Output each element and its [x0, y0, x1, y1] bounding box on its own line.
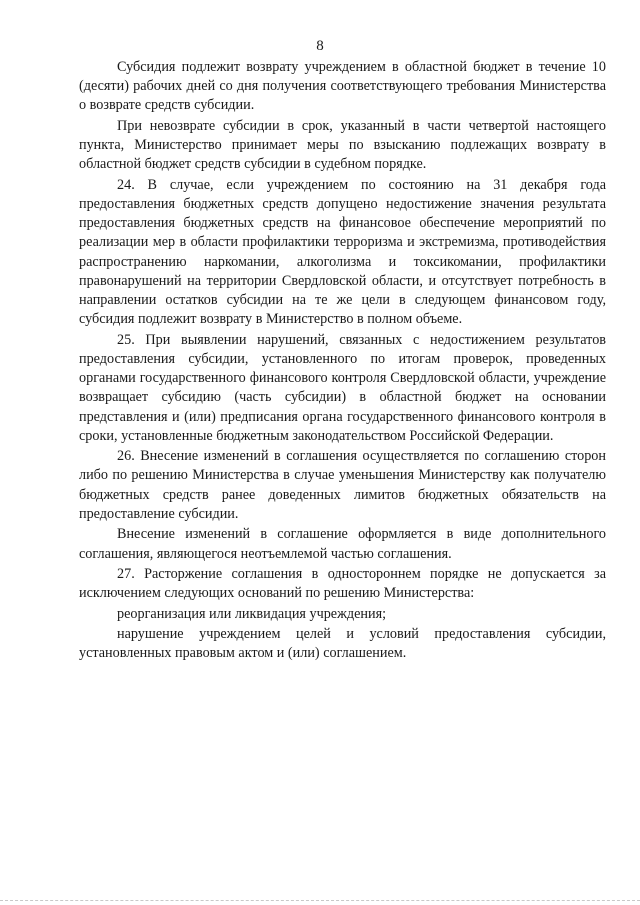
page-bottom-edge	[0, 900, 640, 901]
paragraph-violation: нарушение учреждением целей и условий предоставления субсидии, установленных правовым актом и (или) соглашением.	[79, 626, 606, 662]
paragraph-subsidy-return: Субсидия подлежит возврату учреждением в областной бюджет в течение 10 (десяти) рабочих дней со дня получения соответствующего требования Министерства о возврате средств субсидии.	[79, 59, 606, 114]
paragraph-item-24: 24. В случае, если учреждением по состоянию на 31 декабря года предоставления бюджетных средств допущено недостижение значения результата предоставления бюджетных средств на финансовое обеспечение мероприятий по реализации мер в области профилактики терроризма и экстремизма, противодействия распространению наркомании, алкоголизма и токсикомании, профилактики правонарушений на территории Свердловской области, и отсутствует потребность в направлении остатков субсидии на те же цели в следующем финансовом году, субсидия подлежит возврату в Министерство в полном объеме.	[79, 176, 606, 328]
page-number: 8	[316, 38, 324, 54]
paragraph-reorganization: реорганизация или ликвидация учреждения;	[117, 605, 387, 622]
document-body	[79, 58, 606, 665]
paragraph-item-25: 25. При выявлении нарушений, связанных с недостижением результатов предоставления субсидии, установленного по итогам проверок, проведенных органами государственного финансового контроля Свердловской области, учреждение возвращает субсидию (часть субсидии) в областной бюджет на основании представления и (или) предписания органа государственного финансового контроля в сроки, установленные бюджетным законодательством Российской Федерации.	[79, 331, 606, 444]
paragraph-amendment-form: Внесение изменений в соглашение оформляется в виде дополнительного соглашения, являющегося неотъемлемой частью соглашения.	[79, 526, 606, 562]
paragraph-item-27: 27. Расторжение соглашения в одностороннем порядке не допускается за исключением следующих оснований по решению Министерства:	[79, 566, 606, 602]
paragraph-non-return-recovery: При невозврате субсидии в срок, указанный в части четвертой настоящего пункта, Министерство принимает меры по взысканию подлежащих возврату в областной бюджет средств субсидии в судебном порядке.	[79, 117, 606, 173]
paragraph-item-26: 26. Внесение изменений в соглашения осуществляется по соглашению сторон либо по решению Министерства в случае уменьшения Министерству как получателю бюджетных средств ранее доведенных лимитов бюджетных обязательств на предоставление субсидии.	[79, 448, 606, 522]
